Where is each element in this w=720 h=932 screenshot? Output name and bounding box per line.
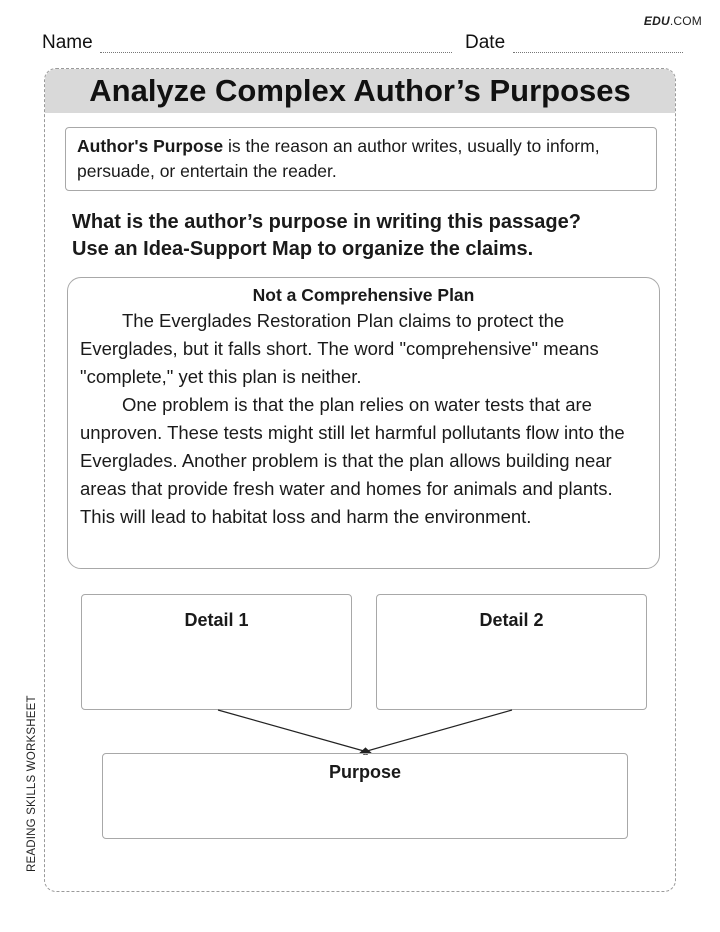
definition-text: is the reason an author writes, usually to inform, persuade, or entertain the reader. xyxy=(77,136,600,181)
date-line[interactable] xyxy=(513,52,683,53)
question-line-1: What is the author’s purpose in writing this passage? xyxy=(72,211,581,233)
worksheet-panel xyxy=(44,68,676,892)
date-field[interactable] xyxy=(465,32,505,54)
purpose-label: Purpose xyxy=(328,762,402,782)
name-label: Name xyxy=(42,32,93,53)
question-line-2: Use an Idea-Support Map to organize the claims. xyxy=(72,238,534,260)
brand-logo xyxy=(644,14,702,28)
definition-term: Author's Purpose xyxy=(77,136,224,156)
passage-paragraph-1: The Everglades Restoration Plan claims to protect the Everglades, but it falls short. The word "comprehensive" means "complete," yet this plan is neither. xyxy=(80,310,599,387)
brand-logo-suffix: .COM xyxy=(669,14,702,28)
date-label: Date xyxy=(465,32,506,53)
name-field[interactable] xyxy=(42,32,93,54)
name-line[interactable] xyxy=(100,52,452,53)
side-label: READING SKILLS WORKSHEET xyxy=(26,695,38,872)
page-title: Analyze Complex Author’s Purposes xyxy=(45,69,675,113)
detail-1-label: Detail 1 xyxy=(184,610,249,630)
arrow-detail-2-to-purpose xyxy=(360,710,512,753)
brand-logo-bold: EDU xyxy=(643,14,670,28)
purpose-box[interactable] xyxy=(102,753,628,839)
arrow-detail-1-to-purpose xyxy=(218,710,371,753)
detail-2-label: Detail 2 xyxy=(479,610,544,630)
passage-paragraph-2: One problem is that the plan relies on water tests that are unproven. These tests might still let harmful pollutants flow into the Everglades. Another problem is that the plan allows building near areas that provide fresh water and homes for animals and plants. This will lead to habitat loss and harm the environment. xyxy=(80,394,625,527)
passage-title: Not a Comprehensive Plan xyxy=(252,285,475,305)
